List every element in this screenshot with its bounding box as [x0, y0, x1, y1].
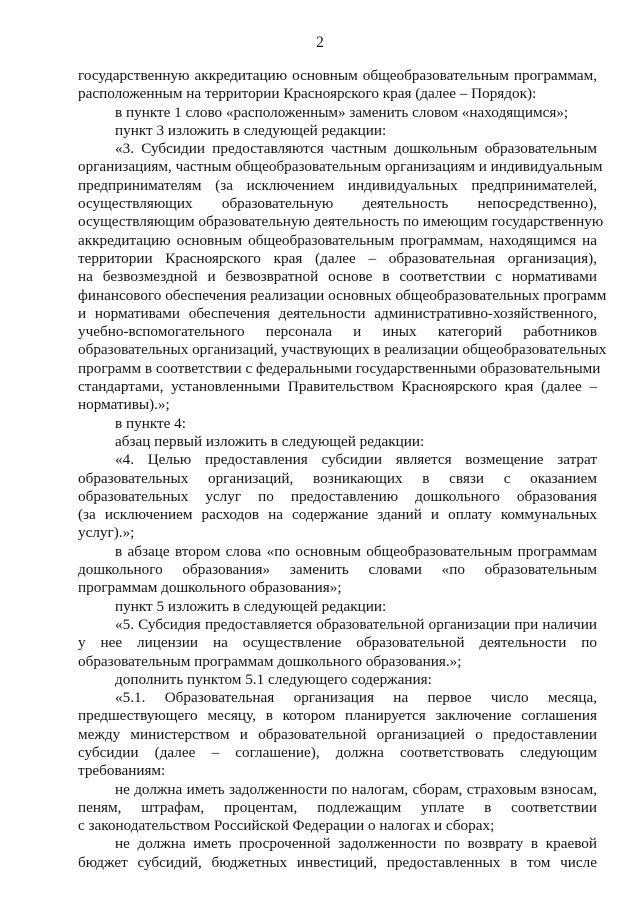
text-line: образовательным программам дошкольного образования.»; [78, 652, 462, 670]
text-line: и нормативами обеспечения деятельности административно-хозяйственного, [78, 304, 597, 322]
text-line: «3. Субсидии предоставляются частным дошкольным образовательным [115, 140, 597, 158]
text-line: «5. Субсидия предоставляется образовательной организации при наличии [115, 615, 597, 633]
text-line: с законодательством Российской Федерации о налогах и сборах; [78, 817, 495, 835]
text-line: на безвозмездной и безвозвратной основе в соответствии с нормативами [78, 268, 597, 286]
text-line: предшествующего месяцу, в котором планируется заключение соглашения [78, 707, 597, 725]
text-line: в пункте 1 слово «расположенным» заменить словом «находящимся»; [115, 103, 569, 121]
text-line: программ в соответствии с федеральными государственными образовательными [78, 359, 601, 377]
text-line: бюджет субсидий, бюджетных инвестиций, предоставленных в том числе [78, 853, 597, 871]
text-line: расположенным на территории Красноярского края (далее – Порядок): [78, 85, 537, 103]
text-line: между министерством и образовательной организацией о предоставлении [78, 725, 597, 743]
text-line: учебно-вспомогательного персонала и иных категорий работников [78, 323, 597, 341]
text-line: государственную аккредитацию основным общеобразовательным программам, [78, 67, 597, 84]
text-line: образовательных организаций, участвующих в реализации общеобразовательных [78, 341, 607, 359]
text-line: организациям, частным общеобразовательным организациям и индивидуальным [78, 158, 603, 176]
text-line: не должна иметь задолженности по налогам, сборам, страховым взносам, [115, 780, 597, 798]
text-line: не должна иметь просроченной задолженности по возврату в краевой [115, 835, 597, 853]
text-line: программам дошкольного образования»; [78, 579, 342, 597]
text-line: нормативы).»; [78, 396, 170, 414]
text-line: образовательных услуг по предоставлению дошкольного образования [78, 487, 597, 505]
text-line: дошкольного образования» заменить словами «по образовательным [78, 561, 597, 579]
text-line: осуществляющим образовательную деятельность по имеющим государственную [78, 213, 604, 231]
text-line: услуг).»; [78, 524, 135, 542]
text-line: требованиям: [78, 762, 166, 780]
text-line: образовательных организаций, возникающих в связи с оказанием [78, 469, 597, 487]
document-body [78, 67, 607, 872]
text-line: субсидии (далее – соглашение), должна соответствовать следующим [78, 743, 597, 761]
text-line: пункт 5 изложить в следующей редакции: [115, 597, 387, 615]
text-line: аккредитацию основным общеобразовательным программам, находящимся на [78, 231, 597, 249]
text-line: территории Красноярского края (далее – образовательная организация), [78, 249, 597, 267]
text-line: у нее лицензии на осуществление образовательной деятельности по [78, 634, 597, 652]
text-line: стандартами, установленными Правительством Красноярского края (далее – [78, 378, 597, 396]
text-line: дополнить пунктом 5.1 следующего содержания: [115, 670, 432, 688]
text-line: «5.1. Образовательная организация на первое число месяца, [115, 689, 597, 707]
text-line: в пункте 4: [115, 414, 186, 432]
text-line: (за исключением расходов на содержание зданий и оплату коммунальных [78, 506, 597, 524]
text-line: в абзаце втором слова «по основным общеобразовательным программам [115, 542, 597, 560]
text-line: финансового обеспечения реализации основных общеобразовательных программ [78, 286, 607, 304]
text-line: «4. Целью предоставления субсидии является возмещение затрат [115, 451, 597, 469]
text-line: пункт 3 изложить в следующей редакции: [115, 121, 387, 139]
text-line: осуществляющих образовательную деятельность непосредственно), [78, 195, 597, 213]
page-number: 2 [316, 34, 324, 51]
text-line: предпринимателям (за исключением индивидуальных предпринимателей, [78, 176, 597, 194]
text-line: пеням, штрафам, процентам, подлежащим уплате в соответствии [78, 798, 597, 816]
text-line: абзац первый изложить в следующей редакции: [115, 432, 425, 450]
